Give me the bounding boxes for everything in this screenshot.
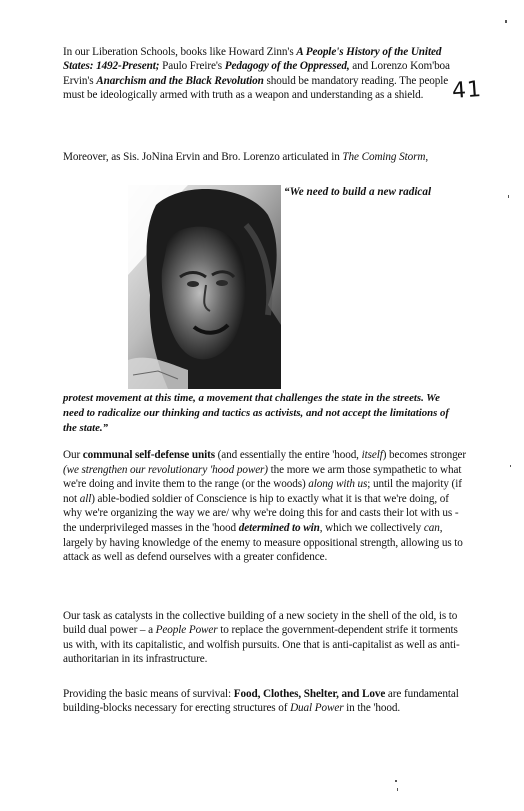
- scan-speck: [395, 780, 397, 782]
- handwritten-page-number: 41: [451, 76, 483, 105]
- text-run: ; until the majority (if not: [63, 478, 462, 505]
- text-run: (and essentially the entire 'hood,: [214, 449, 362, 461]
- portrait-photo: [128, 185, 281, 389]
- text-run: the more we arm those sympathetic to what we're doing and invite them to the range (or the woods): [63, 463, 462, 491]
- bold-italic-phrase: determined to win: [238, 521, 320, 534]
- text-run: Providing the basic means of survival:: [63, 688, 234, 700]
- paragraph-liberation-schools: [63, 45, 461, 103]
- italic-word: itself: [361, 449, 383, 461]
- italic-word: all: [79, 492, 92, 505]
- text-run: and Lorenzo Kom'boa Ervin's: [63, 60, 450, 87]
- quote-continuation: protest movement at this time, a movement that challenges the state in the streets. We need to radicalize our thinking and tactics as activists, and not accept the limitations of the state.”: [63, 392, 450, 434]
- text-run: , which we collectively: [319, 521, 424, 534]
- scan-speck: [510, 465, 511, 467]
- text-run: ) becomes stronger: [382, 449, 467, 461]
- text-run: are fundamental building-blocks necessary for erecting structures of: [63, 688, 459, 715]
- scan-speck: [505, 20, 507, 23]
- bold-phrase: Food, Clothes, Shelter, and Love: [233, 688, 386, 700]
- book-title-ervin: Anarchism and the Black Revolution: [96, 74, 264, 87]
- italic-phrase: People Power: [155, 624, 218, 637]
- paragraph-moreover: [63, 150, 483, 164]
- text-run: , largely by having knowledge of the enemy to measure oppositional strength, allowing us to attack as well as defend ourselves with a greater confidence.: [63, 521, 463, 564]
- quote-opening-line: “We need to build a new radical: [284, 186, 432, 198]
- italic-phrase: (we strengthen our revolutionary 'hood power): [63, 463, 268, 476]
- book-title-freire: Pedagogy of the Oppressed,: [224, 60, 350, 73]
- text-run: ) able-bodied soldier of Conscience is hip to exactly what it is that we're doing, of why we're organizing the way we are/ why we're doing this for and casts their lot with us - the underprivileged masses in the 'hood: [63, 492, 459, 534]
- scan-speck: [397, 788, 398, 791]
- text-run: Paulo Freire's: [159, 60, 225, 73]
- italic-word: can: [423, 521, 440, 534]
- text-run: Our task as catalysts in the collective building of a new society in the shell of the old, is to build dual power – a: [63, 610, 458, 637]
- paragraph-dual-power: [63, 609, 463, 667]
- scan-speck: [508, 195, 509, 198]
- text-run: In our Liberation Schools, books like Howard Zinn's: [63, 46, 297, 58]
- bold-phrase: communal self-defense units: [82, 449, 215, 461]
- text-run: should be mandatory reading. The people must be ideologically armed with truth as a weapon and understanding as a shield.: [63, 74, 449, 102]
- text-run: in the 'hood.: [343, 702, 401, 715]
- text-run: Our: [63, 449, 83, 461]
- italic-phrase: along with us: [308, 478, 368, 491]
- paragraph-survival: [63, 687, 463, 716]
- italic-phrase: Dual Power: [290, 702, 344, 715]
- text-run: Moreover, as Sis. JoNina Ervin and Bro. Lorenzo articulated in: [63, 151, 343, 163]
- text-run: ,: [425, 151, 429, 163]
- portrait-photo-graphic: [128, 185, 281, 389]
- text-run: to replace the government-dependent strife it torments us with, with its capitalistic, and wolfish pursuits. One that is anti-capitalist as well as anti-authoritarian in its infrastructure.: [63, 624, 460, 666]
- book-title-zinn: A People's History of the United States: 1492-Present;: [63, 46, 442, 73]
- publication-title: The Coming Storm: [342, 151, 426, 163]
- paragraph-self-defense: [63, 448, 468, 565]
